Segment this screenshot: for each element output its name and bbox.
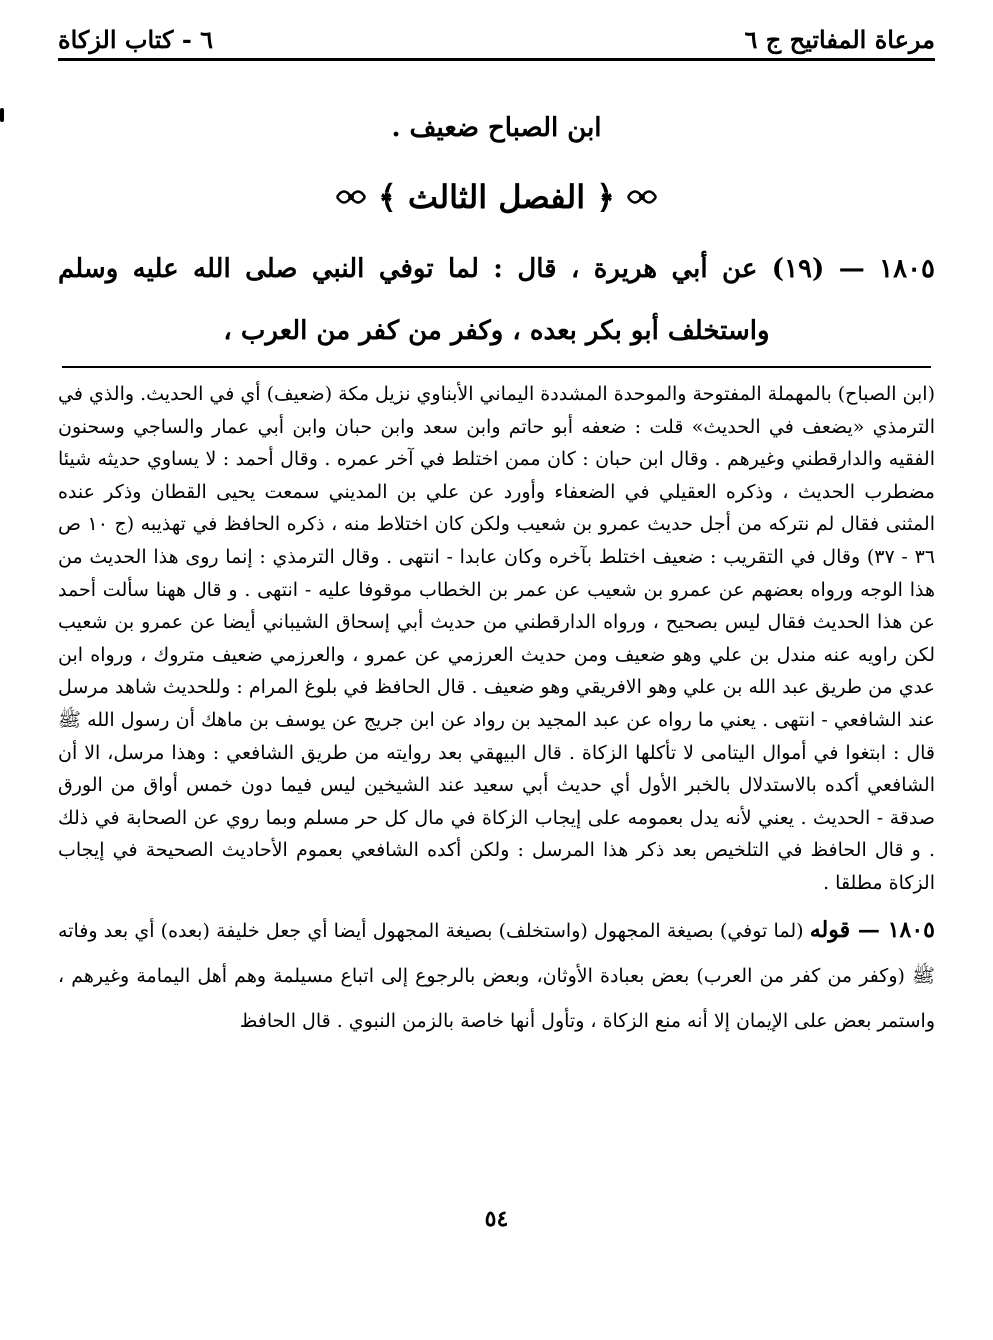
section-heading: ﴿ الفصل الثالث ﴾ (378, 178, 615, 216)
header-book-title: مرعاة المفاتيح ج ٦ (744, 25, 935, 54)
notes-paragraph (58, 908, 935, 1044)
notes-lead: ١٨٠٥ — قوله (809, 916, 935, 943)
section-heading-row (0, 172, 993, 222)
ornament-icon (625, 184, 659, 210)
page-number: ٥٤ (484, 1206, 509, 1232)
commentary (58, 378, 935, 1044)
closing-line: ابن الصباح ضعيف . (391, 113, 602, 143)
commentary-paragraph: (ابن الصباح) بالمهملة المفتوحة والموحدة المشددة اليماني الأبناوي نزيل مكة (ضعيف) أي في الحديث. والذي في الترمذي «يضعف في الحديث» قلت : ضعفه أبو حاتم وابن سعد وابن حبان وابن أبي عمار والساجي وسحنون الفقيه والدارقطني وغيرهم . وقال ابن حبان : كان ممن اختلط في آخر عمره . وقال أحمد : لا يساوي حديثه شيئا مضطرب الحديث ، وذكره العقيلي في الضعفاء وأورد عن علي بن المديني سمعت يحيى القطان وذكر عنده المثنى فقال لم نتركه من أجل حديث عمرو بن شعيب ولكن كان اختلاط منه ، ذكره الحافظ في تهذيبه (ج ١٠ ص ٣٦ - ٣٧) وقال في التقريب : ضعيف اختلط بآخره وكان عابدا - انتهى . وقال الترمذي : إنما روى هذا الحديث من هذا الوجه ورواه بعضهم عن عمرو بن شعيب عن عمر بن الخطاب موقوفا عليه - انتهى . و قال ههنا سألت أحمد عن هذا الحديث فقال ليس بصحيح ، ورواه الدارقطني من حديث أبي إسحاق الشيباني أيضا عن عمرو بن شعيب لكن راويه عنه مندل بن علي وهو ضعيف ومن حديث العرزمي عن عمرو ، والعرزمي ضعيف متروك ، ورواه ابن عدي من طريق عبد الله بن علي وهو الافريقي وهو ضعيف . قال الحافظ في بلوغ المرام : وللحديث شاهد مرسل عند الشافعي - انتهى . يعني ما رواه عن عبد المجيد بن رواد عن ابن جريج عن يوسف بن ماهك أن رسول الله ﷺ قال : ابتغوا في أموال اليتامى لا تأكلها الزكاة . قال البيهقي بعد روايته من طريق الشافعي : وهذا مرسل، الا أن الشافعي أكده بالاستدلال بالخبر الأول أي حديث أبي سعيد عند الشيخين ليس فيما دون خمس أواق من الورق صدقة - الحديث . يعني لأنه يدل بعمومه على إيجاب الزكاة في مال كل حر مسلم وبما روي عن الصحابة في ذلك . و قال الحافظ في التلخيص بعد ذكر هذا المرسل : ولكن أكده الشافعي بعموم الأحاديث الصحيحة في إيجاب الزكاة مطلقا . (58, 383, 936, 894)
header-chapter-title: ٦ - كتاب الزكاة (58, 25, 214, 54)
notes-text: (لما توفي) بصيغة المجهول (واستخلف) بصيغة المجهول أيضا أي جعل خليفة (بعده) أي بعد وفاته ﷺ (وكفر من كفر من العرب) بعض بعبادة الأوثان، وبعض بالرجوع إلى اتباع مسيلمة وهم أهل اليمامة وغيرهم ، واستمر بعض على الإيمان إلا أنه منع الزكاة ، وتأول أنها خاصة بالزمن النبوي . قال الحافظ (58, 919, 935, 1032)
ornament-icon (334, 184, 368, 210)
divider-line (62, 366, 931, 368)
hadith-text: ١٨٠٥ — (١٩) عن أبي هريرة ، قال : لما توفي النبي صلى الله عليه وسلم واستخلف أبو بكر بعده ، وكفر من كفر من العرب ، (58, 254, 936, 346)
running-header (58, 18, 935, 61)
